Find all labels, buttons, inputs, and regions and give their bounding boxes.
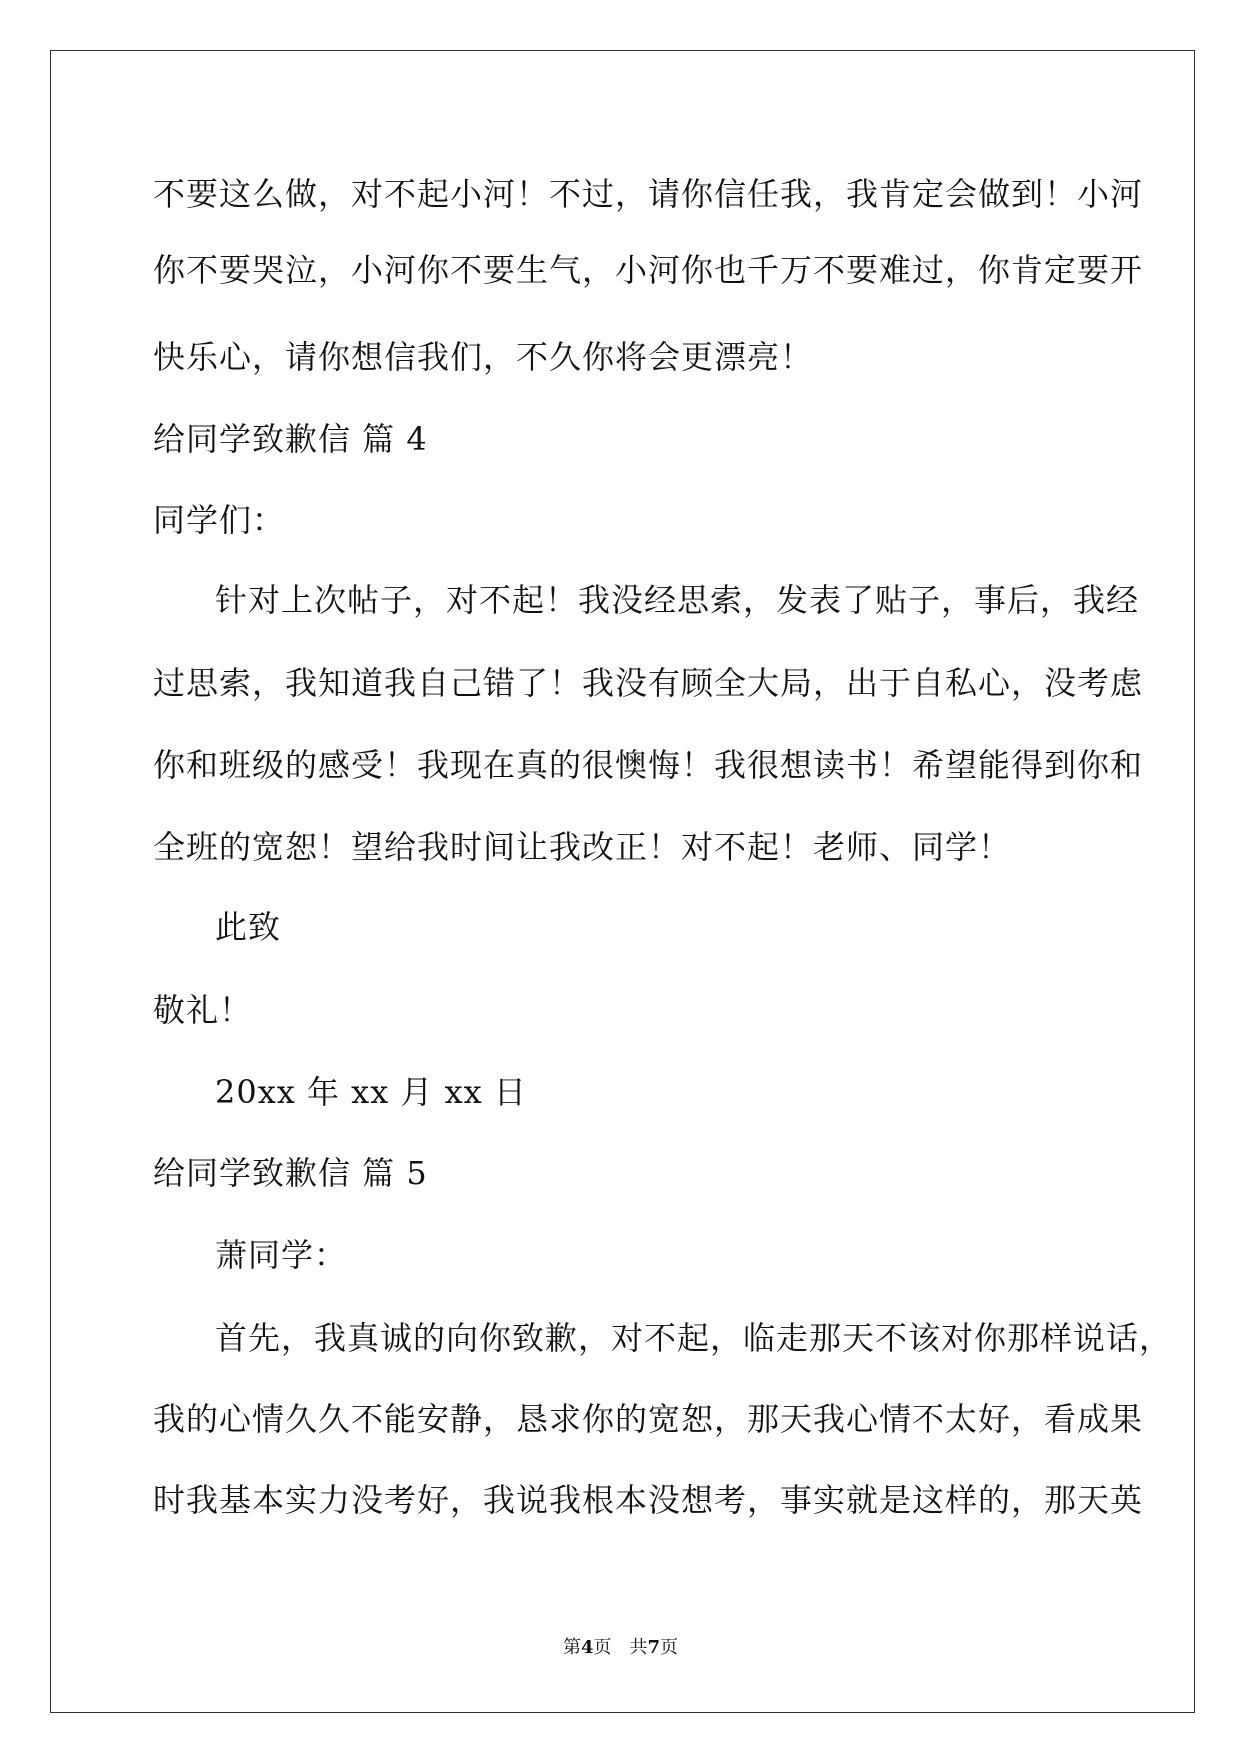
salutation-classmates: 同学们：	[153, 501, 286, 539]
section-heading-5: 给同学致歉信 篇 5	[153, 1154, 428, 1192]
letter-date: 20xx 年 xx 月 xx 日	[215, 1073, 527, 1111]
footer-page-prefix: 第	[562, 1637, 581, 1658]
page-footer	[0, 1637, 1241, 1659]
page-frame	[50, 50, 1195, 1713]
footer-page-current: 4	[580, 1637, 594, 1658]
section-heading-4: 给同学致歉信 篇 4	[153, 420, 428, 458]
body-line-1: 不要这么做，对不起小河！不过，请你信任我，我肯定会做到！小河	[153, 175, 1144, 213]
body-line-6: 针对上次帖子，对不起！我没经思索，发表了贴子，事后，我经	[215, 581, 1140, 619]
body-line-3: 快乐心，请你想信我们，不久你将会更漂亮！	[153, 338, 814, 376]
closing-cizhi: 此致	[215, 908, 282, 946]
closing-jingli: 敬礼！	[153, 991, 253, 1029]
body-line-8: 你和班级的感受！我现在真的很懊悔！我很想读书！希望能得到你和	[153, 746, 1144, 784]
footer-page-mid: 页 共	[593, 1637, 648, 1658]
footer-page-suffix: 页	[660, 1637, 679, 1658]
salutation-xiao: 萧同学：	[215, 1236, 348, 1274]
footer-page-total: 7	[647, 1637, 661, 1658]
body-line-15: 首先，我真诚的向你致歉，对不起，临走那天不该对你那样说话，	[215, 1319, 1173, 1357]
body-line-17: 时我基本实力没考好，我说我根本没想考，事实就是这样的，那天英	[153, 1481, 1144, 1519]
body-line-2: 你不要哭泣，小河你不要生气，小河你也千万不要难过，你肯定要开	[153, 251, 1144, 289]
body-line-7: 过思索，我知道我自己错了！我没有顾全大局，出于自私心，没考虑	[153, 664, 1144, 702]
body-line-9: 全班的宽恕！望给我时间让我改正！对不起！老师、同学！	[153, 828, 1012, 866]
body-line-16: 我的心情久久不能安静，恳求你的宽恕，那天我心情不太好，看成果	[153, 1400, 1144, 1438]
